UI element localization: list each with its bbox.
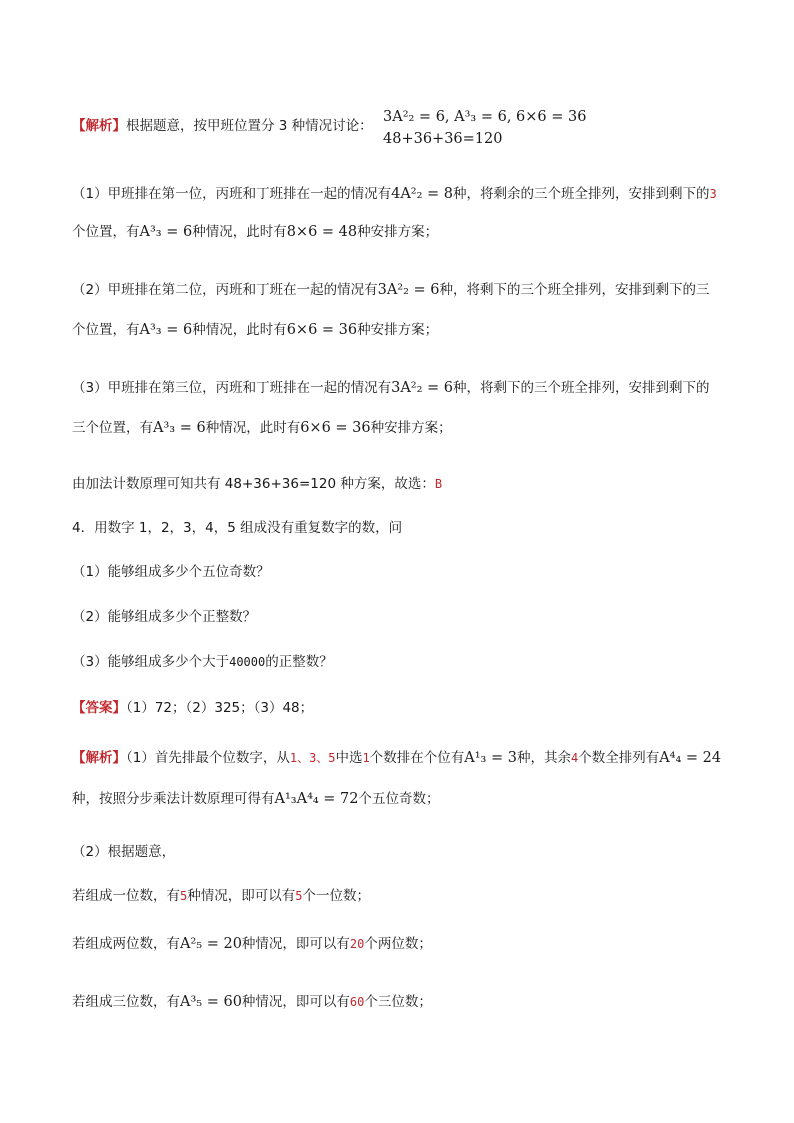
conclusion-text: 由加法计数原理可知共有 48+36+36=120 种方案，故选：	[72, 476, 435, 492]
q3-text-b: 的正整数？	[265, 654, 333, 670]
case2-line1	[72, 280, 710, 300]
s1-text-b: 中选	[335, 750, 363, 766]
case2-math-c: 6×6 = 36	[286, 322, 358, 338]
jiexi-tag: 【解析】	[72, 118, 126, 134]
case3-text-b: 种，将剩下的三个班全排列，安排到剩下的	[453, 380, 710, 396]
one-digit-n1: 5	[180, 889, 188, 903]
three-digit-c: 个三位数；	[364, 994, 432, 1010]
three-digit-math: A³₅ = 60	[180, 994, 242, 1010]
case1-line1	[72, 184, 717, 204]
s1-one: 1	[362, 751, 370, 765]
answer-line	[72, 698, 313, 718]
one-digit-c: 个一位数；	[302, 888, 370, 904]
s1-math-b: A⁴₄ = 24	[659, 750, 722, 766]
s1-text-c: 个数排在个位有	[369, 750, 465, 766]
two-digit-c: 个两位数；	[364, 936, 432, 952]
case3-line1	[72, 378, 710, 398]
case1-text-a: （1）甲班排在第一位，丙班和丁班排在一起的情况有	[72, 186, 392, 202]
two-digit-n: 20	[349, 937, 365, 951]
case1-line2	[72, 222, 438, 242]
jiexi-tag-2: 【解析】	[72, 750, 126, 766]
daan-tag: 【答案】	[72, 700, 126, 716]
problem4-q3	[72, 652, 333, 672]
three-digit-line	[72, 992, 432, 1012]
s1-text-f: 种，按照分步乘法计数原理可得有	[72, 791, 275, 807]
s1-math-c: A¹₃A⁴₄ = 72	[274, 791, 359, 807]
one-digit-line	[72, 886, 370, 906]
two-digit-math: A²₅ = 20	[180, 936, 242, 952]
case1-text-c: 个位置，有	[72, 224, 140, 240]
problem4-stem: 4．用数字 1，2，3，4，5 组成没有重复数字的数，问	[72, 520, 403, 536]
case1-math-b: A³₃ = 6	[139, 224, 193, 240]
intro-math	[383, 106, 586, 150]
two-digit-line	[72, 934, 432, 954]
case2-text-b: 种，将剩下的三个班全排列，安排到剩下的三	[439, 282, 710, 298]
case2-text-e: 种安排方案；	[357, 322, 439, 338]
s1-text-g: 个五位奇数；	[358, 791, 440, 807]
two-digit-b: 种情况，即可以有	[241, 936, 350, 952]
three-digit-a: 若组成三位数，有	[72, 994, 180, 1010]
case1-math-c: 8×6 = 48	[286, 224, 358, 240]
case2-text-a: （2）甲班排在第二位，丙班和丁班在一起的情况有	[72, 282, 378, 298]
case1-num: 3	[709, 187, 717, 201]
q3-text-a: （3）能够组成多少个大于	[72, 654, 230, 670]
s1-text-a: （1）首先排最个位数字，从	[126, 750, 290, 766]
case2-text-d: 种情况，此时有	[192, 322, 287, 338]
case3-math-a: 3A²₂ = 6	[391, 380, 454, 396]
three-digit-n: 60	[349, 995, 365, 1009]
answers-text: （1）72；（2）325；（3）48；	[126, 700, 314, 716]
conclusion	[72, 474, 442, 494]
s1-nums: 1、3、5	[289, 751, 336, 765]
case3-text-a: （3）甲班排在第三位，丙班和丁班排在一起的情况有	[72, 380, 392, 396]
case3-text-e: 种安排方案；	[370, 420, 452, 436]
solution1-line2	[72, 789, 440, 809]
three-digit-b: 种情况，即可以有	[241, 994, 350, 1010]
case2-math-b: A³₃ = 6	[139, 322, 193, 338]
problem4-q2: （2）能够组成多少个正整数？	[72, 609, 257, 625]
s1-four: 4	[570, 751, 579, 765]
math-line-2: 48+36+36=120	[383, 131, 503, 147]
case1-math-a: 4A²₂ = 8	[391, 186, 454, 202]
s1-text-d: 种，其余	[516, 750, 571, 766]
one-digit-n2: 5	[295, 889, 303, 903]
problem4-q1: （1）能够组成多少个五位奇数？	[72, 564, 270, 580]
answer-letter: B	[434, 477, 443, 491]
case1-text-b: 种，将剩余的三个班全排列，安排到剩下的	[453, 186, 710, 202]
two-digit-a: 若组成两位数，有	[72, 936, 180, 952]
one-digit-b: 种情况，即可以有	[187, 888, 296, 904]
intro-text: 根据题意，按甲班位置分 3 种情况讨论：	[126, 118, 373, 134]
case2-text-c: 个位置，有	[72, 322, 140, 338]
case3-text-c: 三个位置，有	[72, 420, 153, 436]
case3-line2	[72, 418, 452, 438]
s1-text-e: 个数全排列有	[578, 750, 660, 766]
case3-text-d: 种情况，此时有	[205, 420, 301, 436]
case3-math-c: 6×6 = 36	[300, 420, 371, 436]
math-line-1: 3A²₂ = 6, A³₃ = 6, 6×6 = 36	[383, 109, 587, 125]
case1-text-d: 种情况，此时有	[192, 224, 287, 240]
case1-text-e: 种安排方案；	[357, 224, 439, 240]
case2-line2	[72, 320, 438, 340]
case2-math-a: 3A²₂ = 6	[377, 282, 440, 298]
case3-math-b: A³₃ = 6	[153, 420, 206, 436]
s1-math-a: A¹₃ = 3	[464, 750, 517, 766]
one-digit-a: 若组成一位数，有	[72, 888, 180, 904]
analysis-intro	[72, 116, 373, 136]
q3-number: 40000	[229, 655, 266, 669]
solution2-intro: （2）根据题意，	[72, 844, 176, 860]
solution1-line1	[72, 748, 721, 768]
